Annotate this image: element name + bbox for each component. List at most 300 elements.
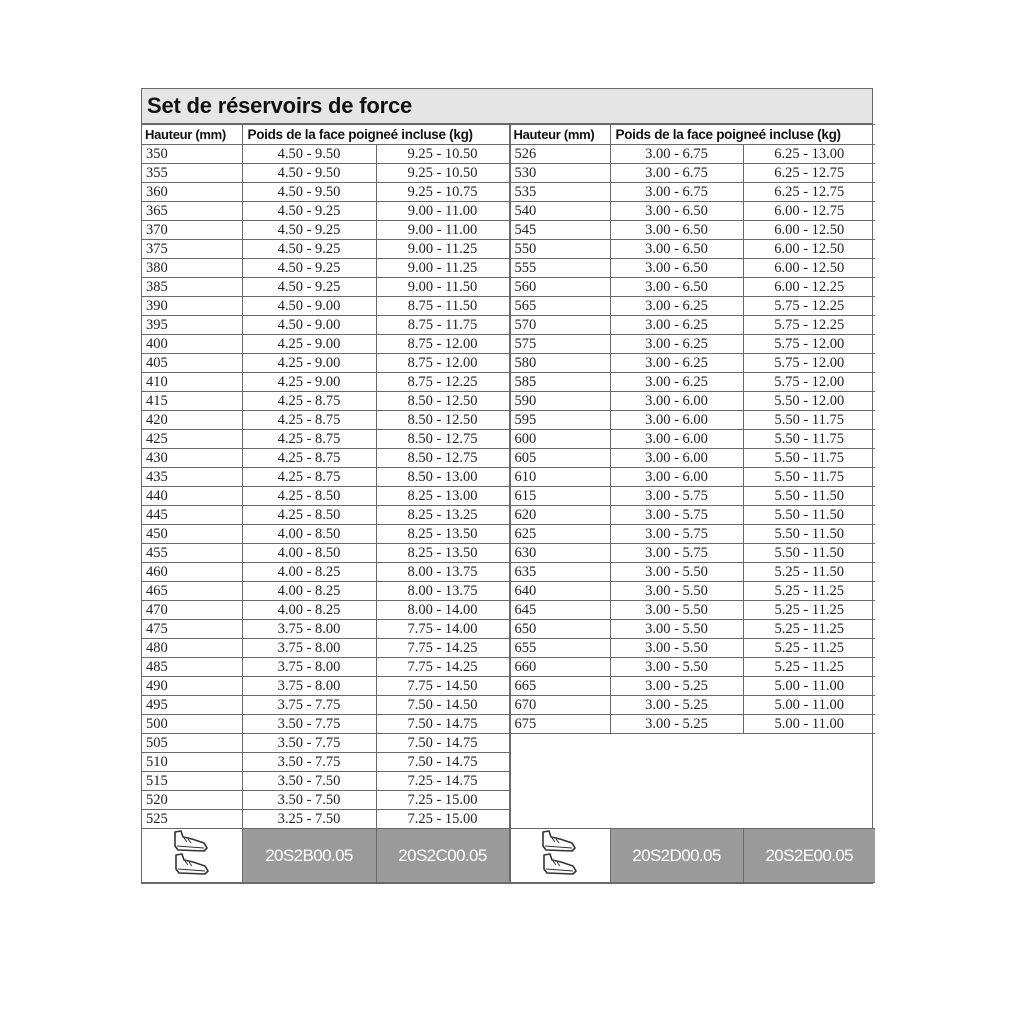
boots-icon-cell: [510, 829, 610, 883]
height-cell: 635: [510, 563, 610, 582]
table-row: [510, 677, 875, 696]
table-row: [142, 297, 509, 316]
table-row: [142, 449, 509, 468]
weight-range-cell: 8.50 - 12.75: [376, 430, 509, 449]
height-cell: 430: [142, 449, 242, 468]
table-row: [142, 696, 509, 715]
weight-range-cell: 5.75 - 12.00: [743, 335, 875, 354]
weight-range-cell: 9.25 - 10.50: [376, 145, 509, 164]
weight-range-cell: 4.00 - 8.25: [242, 582, 376, 601]
weight-range-cell: 7.25 - 14.75: [376, 772, 509, 791]
weight-range-cell: 4.25 - 9.00: [242, 354, 376, 373]
table-row: [510, 202, 875, 221]
weight-range-cell: 3.00 - 5.25: [610, 696, 743, 715]
height-cell: 445: [142, 506, 242, 525]
weight-range-cell: 5.50 - 11.75: [743, 430, 875, 449]
weight-range-cell: 6.25 - 12.75: [743, 164, 875, 183]
table-row: [142, 563, 509, 582]
weight-range-cell: 8.00 - 13.75: [376, 563, 509, 582]
left-table-body: [142, 145, 509, 883]
weight-range-cell: 3.00 - 5.25: [610, 715, 743, 734]
weight-range-cell: 3.00 - 6.00: [610, 392, 743, 411]
weight-range-cell: 4.50 - 9.00: [242, 297, 376, 316]
weight-range-cell: 3.00 - 6.25: [610, 373, 743, 392]
weight-range-cell: 4.50 - 9.25: [242, 202, 376, 221]
weight-range-cell: 3.00 - 5.75: [610, 544, 743, 563]
weight-range-cell: 3.75 - 7.75: [242, 696, 376, 715]
weight-range-cell: 3.00 - 5.50: [610, 563, 743, 582]
weight-range-cell: 7.75 - 14.50: [376, 677, 509, 696]
weight-range-cell: 5.50 - 11.75: [743, 449, 875, 468]
weight-range-cell: 3.75 - 8.00: [242, 639, 376, 658]
table-row: [142, 544, 509, 563]
table-row: [510, 449, 875, 468]
weight-range-cell: 4.25 - 9.00: [242, 373, 376, 392]
height-cell: 475: [142, 620, 242, 639]
left-table: [142, 124, 510, 883]
weight-range-cell: 9.25 - 10.50: [376, 164, 509, 183]
height-cell: 645: [510, 601, 610, 620]
height-cell: 540: [510, 202, 610, 221]
weight-range-cell: 6.25 - 12.75: [743, 183, 875, 202]
table-row: [142, 221, 509, 240]
height-cell: 550: [510, 240, 610, 259]
weight-range-cell: 5.25 - 11.25: [743, 639, 875, 658]
weight-range-cell: 4.25 - 8.50: [242, 506, 376, 525]
height-cell: 610: [510, 468, 610, 487]
weight-range-cell: 4.00 - 8.50: [242, 544, 376, 563]
weight-range-cell: 6.00 - 12.25: [743, 278, 875, 297]
table-row: [142, 658, 509, 677]
height-cell: 515: [142, 772, 242, 791]
table-row: [142, 145, 509, 164]
weight-range-cell: 5.50 - 11.50: [743, 544, 875, 563]
weight-range-cell: 3.00 - 6.75: [610, 183, 743, 202]
weight-range-cell: 6.00 - 12.50: [743, 259, 875, 278]
height-cell: 375: [142, 240, 242, 259]
weight-range-cell: 3.00 - 6.00: [610, 430, 743, 449]
height-cell: 490: [142, 677, 242, 696]
weight-range-cell: 4.00 - 8.50: [242, 525, 376, 544]
table-row: [510, 620, 875, 639]
empty-cell: [510, 734, 875, 753]
weight-range-cell: 5.25 - 11.25: [743, 582, 875, 601]
weight-range-cell: 5.00 - 11.00: [743, 715, 875, 734]
weight-range-cell: 3.50 - 7.75: [242, 753, 376, 772]
weight-range-cell: 3.75 - 8.00: [242, 620, 376, 639]
boots-icon-cell: [142, 829, 242, 883]
table-row: [510, 601, 875, 620]
weight-range-cell: 3.00 - 6.50: [610, 240, 743, 259]
table-row: [142, 639, 509, 658]
weight-range-cell: 8.25 - 13.25: [376, 506, 509, 525]
table-row: [142, 278, 509, 297]
weight-range-cell: 3.00 - 6.50: [610, 259, 743, 278]
weight-range-cell: 7.75 - 14.00: [376, 620, 509, 639]
weight-range-cell: 3.00 - 6.50: [610, 202, 743, 221]
weight-range-cell: 4.25 - 8.75: [242, 468, 376, 487]
height-header: Hauteur (mm): [142, 125, 242, 145]
weight-range-cell: 8.75 - 12.00: [376, 335, 509, 354]
weight-range-cell: 3.00 - 6.50: [610, 278, 743, 297]
weight-range-cell: 3.00 - 6.25: [610, 335, 743, 354]
height-cell: 625: [510, 525, 610, 544]
weight-header: Poids de la face poigneé incluse (kg): [242, 125, 509, 145]
weight-range-cell: 4.25 - 8.75: [242, 392, 376, 411]
height-cell: 520: [142, 791, 242, 810]
height-header: Hauteur (mm): [510, 125, 610, 145]
weight-range-cell: 8.00 - 14.00: [376, 601, 509, 620]
height-cell: 526: [510, 145, 610, 164]
weight-range-cell: 4.25 - 8.75: [242, 411, 376, 430]
weight-range-cell: 4.50 - 9.50: [242, 164, 376, 183]
weight-range-cell: 8.50 - 12.75: [376, 449, 509, 468]
height-cell: 360: [142, 183, 242, 202]
height-cell: 525: [142, 810, 242, 829]
table-row: [510, 696, 875, 715]
weight-range-cell: 4.25 - 8.75: [242, 430, 376, 449]
height-cell: 465: [142, 582, 242, 601]
table-row: [510, 487, 875, 506]
weight-range-cell: 4.00 - 8.25: [242, 563, 376, 582]
weight-range-cell: 5.50 - 11.50: [743, 506, 875, 525]
table-row: [510, 259, 875, 278]
weight-range-cell: 3.00 - 6.00: [610, 468, 743, 487]
table-row: [142, 183, 509, 202]
weight-range-cell: 3.25 - 7.50: [242, 810, 376, 829]
table-row: [142, 715, 509, 734]
height-cell: 470: [142, 601, 242, 620]
weight-range-cell: 3.00 - 6.75: [610, 145, 743, 164]
page-title: Set de réservoirs de force: [142, 89, 872, 124]
height-cell: 675: [510, 715, 610, 734]
height-cell: 410: [142, 373, 242, 392]
weight-range-cell: 3.00 - 6.00: [610, 449, 743, 468]
weight-range-cell: 9.00 - 11.00: [376, 221, 509, 240]
table-row: [510, 335, 875, 354]
height-cell: 455: [142, 544, 242, 563]
weight-range-cell: 5.00 - 11.00: [743, 696, 875, 715]
weight-range-cell: 3.00 - 5.50: [610, 582, 743, 601]
height-cell: 575: [510, 335, 610, 354]
weight-range-cell: 8.25 - 13.00: [376, 487, 509, 506]
weight-range-cell: 7.50 - 14.75: [376, 753, 509, 772]
weight-range-cell: 4.00 - 8.25: [242, 601, 376, 620]
height-cell: 545: [510, 221, 610, 240]
weight-range-cell: 3.00 - 5.75: [610, 525, 743, 544]
table-row: [142, 487, 509, 506]
empty-cell: [510, 791, 875, 810]
table-row: [142, 677, 509, 696]
weight-range-cell: 3.50 - 7.50: [242, 772, 376, 791]
weight-range-cell: 6.00 - 12.75: [743, 202, 875, 221]
height-cell: 535: [510, 183, 610, 202]
weight-range-cell: 5.50 - 11.75: [743, 411, 875, 430]
weight-range-cell: 5.75 - 12.25: [743, 297, 875, 316]
weight-range-cell: 9.00 - 11.50: [376, 278, 509, 297]
table-row: [142, 316, 509, 335]
weight-range-cell: 5.25 - 11.50: [743, 563, 875, 582]
height-cell: 650: [510, 620, 610, 639]
table-row: [510, 373, 875, 392]
table-row: [510, 525, 875, 544]
height-cell: 425: [142, 430, 242, 449]
weight-range-cell: 5.25 - 11.25: [743, 601, 875, 620]
empty-row: [510, 810, 875, 829]
table-row: [510, 639, 875, 658]
height-cell: 580: [510, 354, 610, 373]
product-code: 20S2C00.05: [376, 829, 509, 883]
table-row: [510, 468, 875, 487]
weight-range-cell: 8.00 - 13.75: [376, 582, 509, 601]
weight-range-cell: 3.00 - 5.75: [610, 506, 743, 525]
weight-range-cell: 4.25 - 8.75: [242, 449, 376, 468]
weight-range-cell: 4.50 - 9.50: [242, 145, 376, 164]
weight-range-cell: 5.25 - 11.25: [743, 658, 875, 677]
weight-range-cell: 7.50 - 14.75: [376, 734, 509, 753]
table-row: [510, 392, 875, 411]
height-cell: 560: [510, 278, 610, 297]
table-row: [510, 582, 875, 601]
height-cell: 665: [510, 677, 610, 696]
height-cell: 565: [510, 297, 610, 316]
product-code: 20S2E00.05: [743, 829, 875, 883]
spring-set-table: [141, 88, 873, 884]
height-cell: 630: [510, 544, 610, 563]
weight-range-cell: 8.75 - 11.50: [376, 297, 509, 316]
weight-range-cell: 3.00 - 5.50: [610, 620, 743, 639]
code-row: [510, 829, 875, 883]
empty-row: [510, 791, 875, 810]
height-cell: 395: [142, 316, 242, 335]
table-row: [142, 430, 509, 449]
weight-range-cell: 5.75 - 12.00: [743, 373, 875, 392]
weight-range-cell: 6.00 - 12.50: [743, 240, 875, 259]
weight-range-cell: 5.75 - 12.00: [743, 354, 875, 373]
weight-range-cell: 8.25 - 13.50: [376, 525, 509, 544]
height-cell: 480: [142, 639, 242, 658]
table-row: [510, 164, 875, 183]
table-row: [510, 240, 875, 259]
table-row: [142, 791, 509, 810]
weight-range-cell: 4.50 - 9.25: [242, 240, 376, 259]
height-cell: 350: [142, 145, 242, 164]
height-cell: 605: [510, 449, 610, 468]
weight-range-cell: 8.50 - 12.50: [376, 392, 509, 411]
weight-range-cell: 3.00 - 5.50: [610, 639, 743, 658]
height-cell: 450: [142, 525, 242, 544]
table-row: [510, 316, 875, 335]
height-cell: 390: [142, 297, 242, 316]
weight-range-cell: 3.00 - 6.00: [610, 411, 743, 430]
table-row: [510, 658, 875, 677]
weight-header: Poids de la face poigneé incluse (kg): [610, 125, 875, 145]
weight-range-cell: 3.00 - 6.75: [610, 164, 743, 183]
height-cell: 585: [510, 373, 610, 392]
weight-range-cell: 9.00 - 11.25: [376, 259, 509, 278]
table-row: [142, 753, 509, 772]
table-row: [142, 164, 509, 183]
table-row: [510, 145, 875, 164]
table-row: [142, 468, 509, 487]
table-row: [142, 772, 509, 791]
weight-range-cell: 7.75 - 14.25: [376, 639, 509, 658]
weight-range-cell: 5.00 - 11.00: [743, 677, 875, 696]
height-cell: 460: [142, 563, 242, 582]
table-row: [142, 373, 509, 392]
weight-range-cell: 9.00 - 11.25: [376, 240, 509, 259]
boots-icon: [170, 829, 214, 877]
height-cell: 570: [510, 316, 610, 335]
weight-range-cell: 6.25 - 13.00: [743, 145, 875, 164]
weight-range-cell: 3.00 - 5.25: [610, 677, 743, 696]
height-cell: 590: [510, 392, 610, 411]
weight-range-cell: 4.50 - 9.25: [242, 278, 376, 297]
weight-range-cell: 3.50 - 7.75: [242, 734, 376, 753]
weight-range-cell: 8.75 - 11.75: [376, 316, 509, 335]
table-row: [142, 620, 509, 639]
height-cell: 600: [510, 430, 610, 449]
weight-range-cell: 9.00 - 11.00: [376, 202, 509, 221]
table-row: [142, 506, 509, 525]
height-cell: 385: [142, 278, 242, 297]
table-row: [142, 525, 509, 544]
weight-range-cell: 5.50 - 11.50: [743, 525, 875, 544]
weight-range-cell: 7.25 - 15.00: [376, 810, 509, 829]
height-cell: 365: [142, 202, 242, 221]
table-row: [510, 563, 875, 582]
weight-range-cell: 3.00 - 6.25: [610, 297, 743, 316]
height-cell: 640: [510, 582, 610, 601]
weight-range-cell: 4.25 - 8.50: [242, 487, 376, 506]
empty-row: [510, 753, 875, 772]
height-cell: 380: [142, 259, 242, 278]
weight-range-cell: 7.75 - 14.25: [376, 658, 509, 677]
weight-range-cell: 3.00 - 6.50: [610, 221, 743, 240]
height-cell: 655: [510, 639, 610, 658]
height-cell: 670: [510, 696, 610, 715]
weight-range-cell: 6.00 - 12.50: [743, 221, 875, 240]
weight-range-cell: 3.75 - 8.00: [242, 658, 376, 677]
weight-range-cell: 5.50 - 12.00: [743, 392, 875, 411]
weight-range-cell: 3.00 - 5.50: [610, 658, 743, 677]
empty-row: [510, 772, 875, 791]
weight-range-cell: 3.00 - 6.25: [610, 354, 743, 373]
weight-range-cell: 3.00 - 5.75: [610, 487, 743, 506]
weight-range-cell: 7.50 - 14.50: [376, 696, 509, 715]
height-cell: 595: [510, 411, 610, 430]
weight-range-cell: 3.50 - 7.50: [242, 791, 376, 810]
weight-range-cell: 8.50 - 12.50: [376, 411, 509, 430]
table-row: [142, 734, 509, 753]
weight-range-cell: 9.25 - 10.75: [376, 183, 509, 202]
height-cell: 620: [510, 506, 610, 525]
empty-row: [510, 734, 875, 753]
weight-range-cell: 3.00 - 6.25: [610, 316, 743, 335]
table-row: [510, 430, 875, 449]
table-row: [510, 715, 875, 734]
table-row: [510, 506, 875, 525]
table-row: [142, 411, 509, 430]
table-row: [510, 544, 875, 563]
code-row: [142, 829, 509, 883]
weight-range-cell: 4.50 - 9.00: [242, 316, 376, 335]
weight-range-cell: 5.50 - 11.50: [743, 487, 875, 506]
product-code: 20S2D00.05: [610, 829, 743, 883]
height-cell: 510: [142, 753, 242, 772]
height-cell: 440: [142, 487, 242, 506]
empty-cell: [510, 753, 875, 772]
table-row: [142, 392, 509, 411]
table-row: [510, 297, 875, 316]
weight-range-cell: 8.25 - 13.50: [376, 544, 509, 563]
weight-range-cell: 5.50 - 11.75: [743, 468, 875, 487]
height-cell: 355: [142, 164, 242, 183]
table-row: [142, 601, 509, 620]
height-cell: 505: [142, 734, 242, 753]
weight-range-cell: 4.50 - 9.50: [242, 183, 376, 202]
height-cell: 500: [142, 715, 242, 734]
height-cell: 420: [142, 411, 242, 430]
empty-cell: [510, 772, 875, 791]
tables-container: [142, 124, 872, 883]
header-row: [510, 125, 875, 145]
height-cell: 530: [510, 164, 610, 183]
weight-range-cell: 3.00 - 5.50: [610, 601, 743, 620]
height-cell: 495: [142, 696, 242, 715]
weight-range-cell: 7.50 - 14.75: [376, 715, 509, 734]
table-row: [142, 810, 509, 829]
height-cell: 370: [142, 221, 242, 240]
height-cell: 485: [142, 658, 242, 677]
height-cell: 400: [142, 335, 242, 354]
right-table: [510, 124, 876, 883]
weight-range-cell: 4.25 - 9.00: [242, 335, 376, 354]
weight-range-cell: 8.75 - 12.25: [376, 373, 509, 392]
table-row: [510, 411, 875, 430]
weight-range-cell: 7.25 - 15.00: [376, 791, 509, 810]
product-code: 20S2B00.05: [242, 829, 376, 883]
height-cell: 435: [142, 468, 242, 487]
header-row: [142, 125, 509, 145]
weight-range-cell: 4.50 - 9.25: [242, 259, 376, 278]
table-row: [142, 582, 509, 601]
weight-range-cell: 3.75 - 8.00: [242, 677, 376, 696]
table-row: [142, 354, 509, 373]
height-cell: 660: [510, 658, 610, 677]
weight-range-cell: 4.50 - 9.25: [242, 221, 376, 240]
height-cell: 615: [510, 487, 610, 506]
table-row: [142, 335, 509, 354]
table-row: [510, 221, 875, 240]
weight-range-cell: 8.75 - 12.00: [376, 354, 509, 373]
height-cell: 555: [510, 259, 610, 278]
boots-icon: [538, 829, 582, 877]
empty-cell: [510, 810, 875, 829]
weight-range-cell: 3.50 - 7.75: [242, 715, 376, 734]
table-row: [510, 278, 875, 297]
weight-range-cell: 8.50 - 13.00: [376, 468, 509, 487]
table-row: [142, 259, 509, 278]
height-cell: 415: [142, 392, 242, 411]
table-row: [142, 202, 509, 221]
weight-range-cell: 5.75 - 12.25: [743, 316, 875, 335]
table-row: [510, 354, 875, 373]
weight-range-cell: 5.25 - 11.25: [743, 620, 875, 639]
right-table-body: [510, 145, 875, 883]
table-row: [142, 240, 509, 259]
height-cell: 405: [142, 354, 242, 373]
